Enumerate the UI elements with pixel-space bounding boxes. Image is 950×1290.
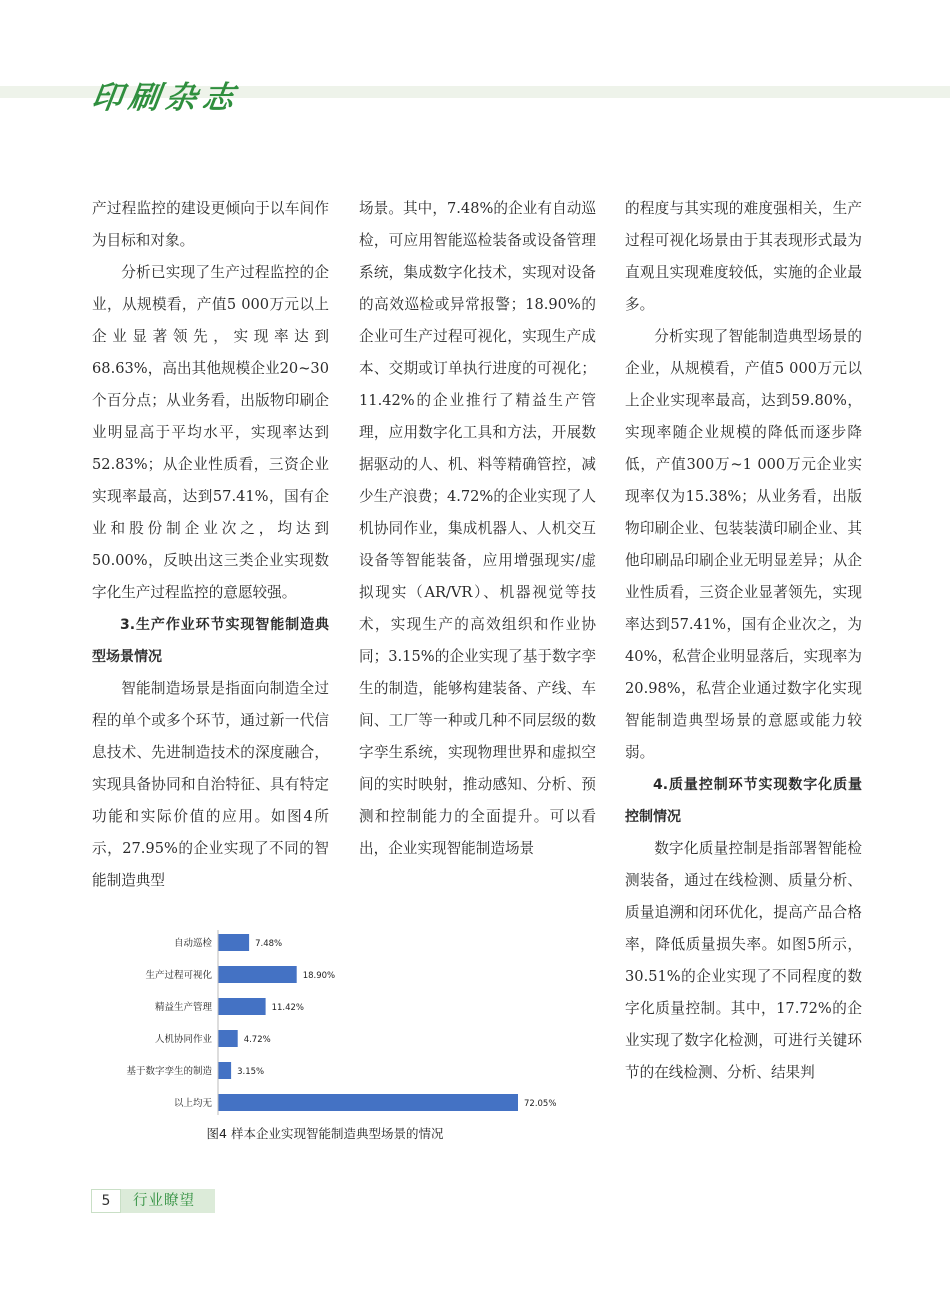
text-column-3 <box>625 193 862 1089</box>
paragraph: 的程度与其实现的难度强相关，生产过程可视化场景由于其表现形式最为直观且实现难度较低，实施的企业最多。 <box>625 200 862 313</box>
category-label: 以上均无 <box>173 1098 212 1109</box>
paragraph: 智能制造场景是指面向制造全过程的单个或多个环节，通过新一代信息技术、先进制造技术的深度融合，实现具备协同和自治特征、具有特定功能和实际价值的应用。如图4所示，27.95%的企业实现了不同的智能制造典型 <box>92 680 329 889</box>
value-label: 72.05% <box>524 1099 557 1109</box>
section-heading: 4.质量控制环节实现数字化质量控制情况 <box>625 777 862 825</box>
magazine-logo: 印刷杂志 <box>88 80 243 116</box>
value-label: 7.48% <box>255 939 283 949</box>
bar <box>218 1094 518 1111</box>
paragraph: 产过程监控的建设更倾向于以车间作为目标和对象。 <box>92 200 329 249</box>
page-number: 5 <box>91 1189 121 1213</box>
value-label: 18.90% <box>302 971 336 981</box>
bar-chart-svg <box>92 926 612 1126</box>
paragraph: 分析实现了智能制造典型场景的企业，从规模看，产值5 000万元以上企业实现率最高，达到59.80%，实现率随企业规模的降低而逐步降低，产值300万~1 000万元企业实现率仅为15.38%；从业务看，出版物印刷企业、包装装潢印刷企业、其他印刷品印刷企业无明显差异；从企业性质看，三资企业显著领先，实现率达到57.41%，国有企业次之，为40%，私营企业明显落后，实现率为20.98%，私营企业通过数字化实现智能制造典型场景的意愿或能力较弱。 <box>625 328 862 761</box>
category-label: 精益生产管理 <box>154 1002 212 1013</box>
category-label: 自动巡检 <box>173 938 212 949</box>
value-label: 3.15% <box>237 1067 265 1077</box>
text-column-2 <box>359 193 596 865</box>
paragraph: 分析已实现了生产过程监控的企业，从规模看，产值5 000万元以上企业显著领先，实现率达到68.63%，高出其他规模企业20~30个百分点；从业务看，出版物印刷企业明显高于平均水平，实现率达到52.83%；从企业性质看，三资企业实现率最高，达到57.41%，国有企业和股份制企业次之，均达到50.00%，反映出这三类企业实现数字化生产过程监控的意愿较强。 <box>92 264 329 601</box>
category-label: 人机协同作业 <box>154 1034 212 1045</box>
bar <box>218 966 297 983</box>
text-column-1 <box>92 193 329 897</box>
figure-caption: 图4 样本企业实现智能制造典型场景的情况 <box>206 1126 444 1141</box>
section-label: 行业瞭望 <box>121 1189 215 1213</box>
value-label: 11.42% <box>271 1003 305 1013</box>
section-heading: 3.生产作业环节实现智能制造典型场景情况 <box>92 617 329 665</box>
bar <box>218 1062 231 1079</box>
category-label: 生产过程可视化 <box>145 970 212 981</box>
bar <box>218 998 266 1015</box>
paragraph: 场景。其中，7.48%的企业有自动巡检，可应用智能巡检装备或设备管理系统，集成数字化技术，实现对设备的高效巡检或异常报警；18.90%的企业可生产过程可视化，实现生产成本、交期或订单执行进度的可视化；11.42%的企业推行了精益生产管理，应用数字化工具和方法，开展数据驱动的人、机、料等精确管控，减少生产浪费；4.72%的企业实现了人机协同作业，集成机器人、人机交互设备等智能装备，应用增强现实/虚拟现实（AR/VR）、机器视觉等技术，实现生产的高效组织和作业协同；3.15%的企业实现了基于数字孪生的制造，能够构建装备、产线、车间、工厂等一种或几种不同层级的数字孪生系统，实现物理世界和虚拟空间的实时映射，推动感知、分析、预测和控制能力的全面提升。可以看出，企业实现智能制造场景 <box>359 200 596 857</box>
value-label: 4.72% <box>243 1035 271 1045</box>
figure-4-chart <box>92 926 612 1156</box>
bar <box>218 1030 238 1047</box>
category-label: 基于数字孪生的制造 <box>126 1066 212 1077</box>
paragraph: 数字化质量控制是指部署智能检测装备，通过在线检测、质量分析、质量追溯和闭环优化，提高产品合格率，降低质量损失率。如图5所示，30.51%的企业实现了不同程度的数字化质量控制。其中，17.72%的企业实现了数字化检测，可进行关键环节的在线检测、分析、结果判 <box>625 840 862 1081</box>
bar <box>218 934 249 951</box>
